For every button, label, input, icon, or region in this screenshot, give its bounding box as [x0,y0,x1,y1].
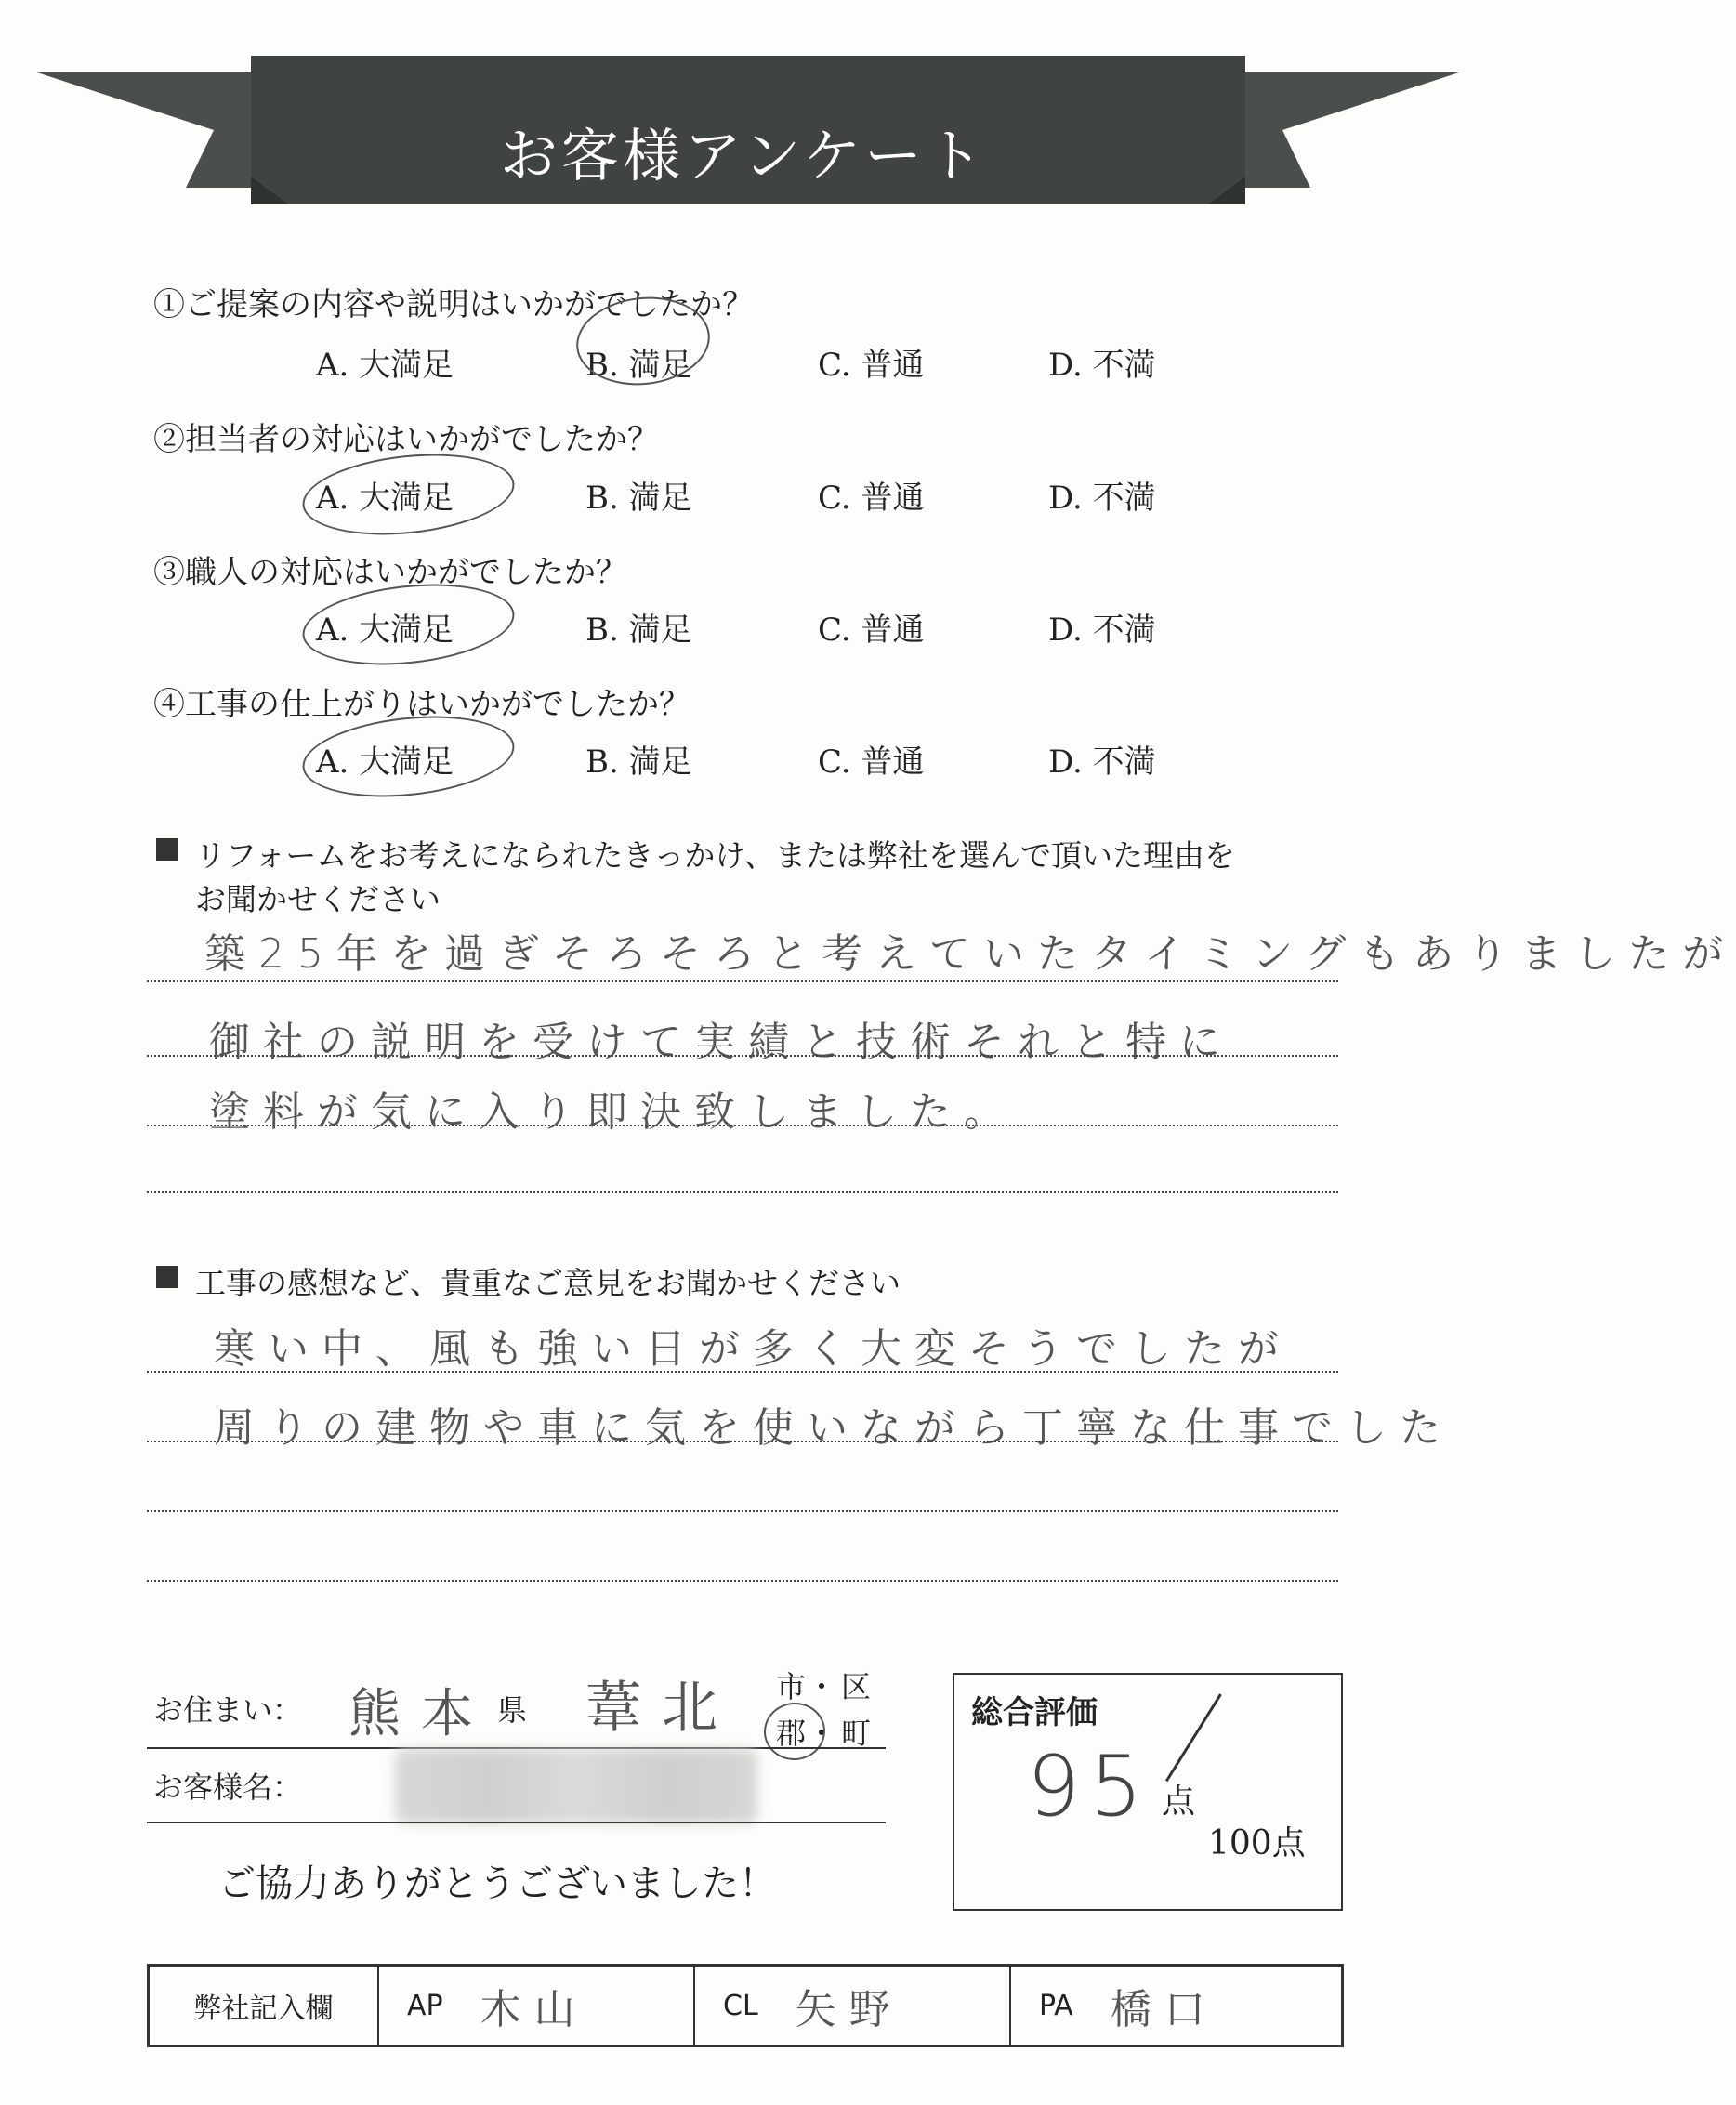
reason-heading [156,832,1355,919]
pa-cell [1011,1967,1341,2045]
q1-choice-a[interactable]: A. 大満足 [316,347,454,384]
address-cho: 町 [841,1716,872,1751]
question-3: ③職人の対応はいかがでしたか？ [153,554,627,591]
impression-answer-line1: 寒い中、風も強い日が多く大変そうでしたが [214,1325,1292,1373]
q1-choice-c[interactable]: C. 普通 [818,347,925,384]
ap-role: AP [407,1989,443,2022]
answer-line [147,1055,1338,1057]
cl-name: 矢野 [795,1986,903,2033]
address-gun: 郡 [776,1716,807,1751]
address-ku: 区 [841,1669,872,1704]
q3-choice-c[interactable]: C. 普通 [818,612,925,649]
question-1: ①ご提案の内容や説明はいかがでしたか？ [153,286,754,323]
reason-answer-line2: 御社の説明を受けて実績と技術それと特に [209,1019,1233,1066]
address-city: 葦北 [585,1676,738,1741]
q4-choice-a[interactable]: A. 大満足 [316,743,454,781]
reason-answer-line1: 築25年を過ぎそろそろと考えていたタイミングもありましたが [204,930,1736,978]
answer-line [147,1441,1338,1442]
square-bullet-icon [156,1266,178,1288]
q3-choice-a[interactable]: A. 大満足 [316,612,454,649]
customer-name-underline [147,1822,886,1823]
impression-heading [156,1259,1355,1303]
q2-choice-c[interactable]: C. 普通 [818,480,925,517]
q1-choice-b[interactable]: B. 満足 [585,347,692,384]
square-bullet-icon [156,838,178,861]
answer-line [147,1125,1338,1126]
q4-choice-b[interactable]: B. 満足 [585,743,692,781]
q3-choice-d[interactable]: D. 不満 [1048,612,1156,649]
customer-name-redacted [395,1749,757,1823]
score-value: 95 [1027,1738,1152,1835]
address-prefecture: 熊本 [349,1684,493,1744]
q3-choice-b[interactable]: B. 満足 [585,612,692,649]
address-pref-suffix: 県 [497,1692,528,1728]
pa-name: 橋口 [1110,1986,1218,2033]
question-4: ④工事の仕上がりはいかがでしたか？ [153,686,690,723]
office-label-cell [150,1967,379,2045]
ap-name: 木山 [480,1986,588,2033]
address-label: お住まい： [153,1692,303,1728]
impression-heading-text: 工事の感想など、貴重なご意見をお聞かせください [195,1265,901,1301]
survey-title: お客様アンケート [499,121,988,190]
q4-choice-c[interactable]: C. 普通 [818,743,925,781]
reason-heading-line2: お聞かせください [195,881,441,917]
office-label: 弊社記入欄 [193,1993,334,2025]
answer-line [147,1371,1338,1373]
q2-selection-circle [298,444,519,544]
impression-answer-line2: 周りの建物や車に気を使いながら丁寧な仕事でした [214,1404,1453,1452]
question-2: ②担当者の対応はいかがでしたか？ [153,421,659,458]
cl-cell [695,1967,1011,2045]
q2-choice-a[interactable]: A. 大満足 [316,480,454,517]
thanks-message: ご協力ありがとうございました！ [218,1862,776,1905]
answer-line [147,980,1338,982]
overall-rating-label: 総合評価 [971,1694,1098,1731]
customer-name-label: お客様名： [153,1770,303,1805]
pa-role: PA [1039,1989,1073,2022]
answer-line [147,1191,1338,1193]
q1-choice-d[interactable]: D. 不満 [1048,347,1156,384]
q2-choice-d[interactable]: D. 不満 [1048,480,1156,517]
cl-role: CL [723,1989,758,2022]
reason-heading-line1: リフォームをお考えになられたきっかけ、または弊社を選んで頂いた理由を [195,837,1236,874]
address-shi: 市 [776,1669,807,1704]
address-dot-1: ・ [807,1669,837,1704]
answer-line [147,1580,1338,1582]
ap-cell [379,1967,695,2045]
gun-selection-circle [761,1700,828,1764]
q4-choice-d[interactable]: D. 不満 [1048,743,1156,781]
office-use-table [147,1964,1344,2047]
q2-choice-b[interactable]: B. 満足 [585,480,692,517]
answer-line [147,1510,1338,1512]
reason-answer-line3: 塗料が気に入り即決致しました。 [209,1088,1018,1136]
address-dot-2: ・ [807,1716,837,1751]
score-max: 100点 [1208,1824,1306,1862]
score-unit: 点 [1162,1783,1196,1821]
